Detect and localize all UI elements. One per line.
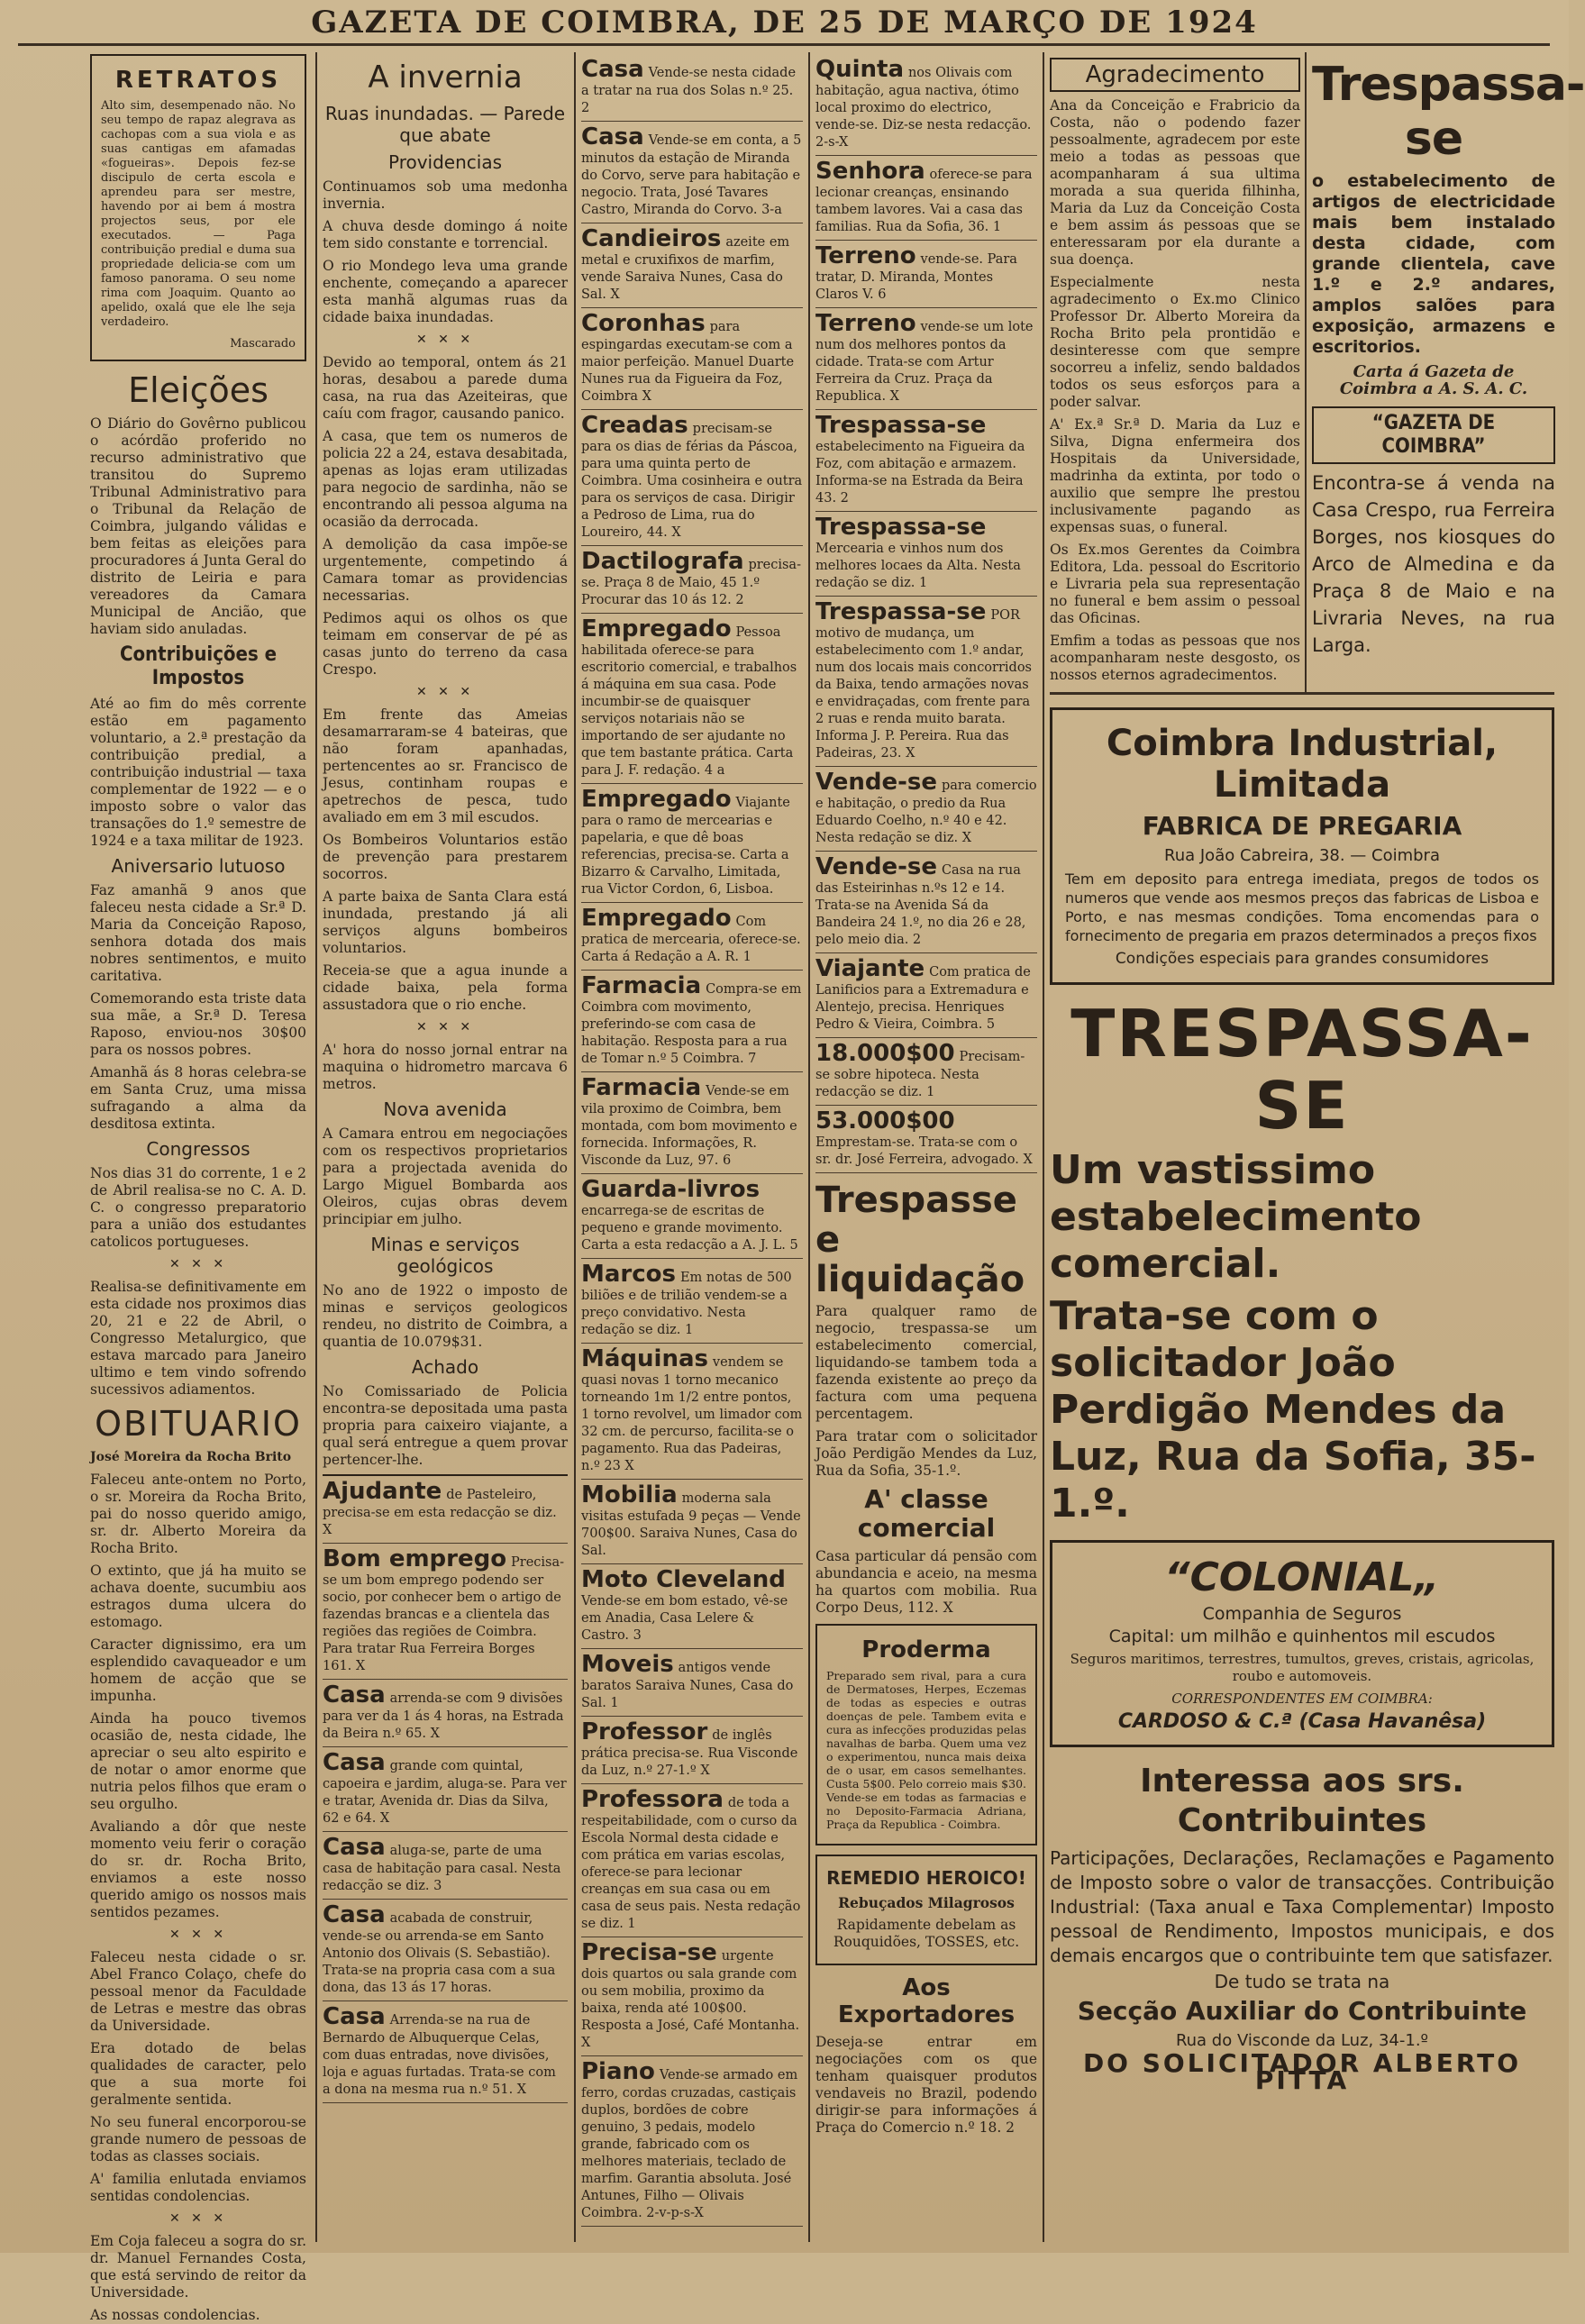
proderma-box [815,1624,1037,1846]
classified-ad: 53.000$00 Emprestam-se. Trata-se com o sr. dr. José Ferreira, advogado. X [815,1106,1037,1173]
classified-ad: Casa Arrenda-se na rua de Bernardo de Albuquerque Celas, com duas entradas, nove divisões, loja e aguas furtadas. Trata-se com a dona na mesma rua n.º 51. X [323,2001,568,2103]
nova-avenida-title: Nova avenida [383,1098,507,1120]
liquidacao-title: Trespasse e liquidação [815,1180,1025,1300]
invernia-text: A' hora do nosso jornal entrar na maquina o hidrometro marcava 6 metros. [323,1042,568,1092]
obituario-text: No seu funeral encorporou-se grande numero de pessoas de todas as classes sociais. [90,2114,306,2165]
interessa-title: Interessa aos srs. Contribuintes [1140,1763,1464,1839]
classified-ad: Ajudante de Pasteleiro, precisa-se em esta redacção se diz. X [323,1476,568,1544]
trespassa-big-text: Um vastissimo estabelecimento comercial. [1050,1147,1422,1287]
providencias-title: Providencias [387,151,503,173]
classified-ad: Casa Vende-se em conta, a 5 minutos da estação de Miranda do Corvo, serve para habitação e negocio. Trata, José Tavares Castro, Miranda do Corvo. 3-a [581,122,803,223]
column-rule [808,52,810,2242]
agradecimento-text: Ana da Conceição e Frabricio da Costa, não o podendo fazer pessoalmente, agradecem por este meio a todas as pessoas que acompanharam á sua ultima morada a sua querida filhinha, Maria da Luz da Conceição Costa e bem assim ás pessoas que se enteressaram por ela durante a sua doença. [1050,97,1300,268]
classified-ad: Empregado Com pratica de mercearia, oferece-se. Carta á Redação a A. R. 1 [581,903,803,971]
coimbra-industrial-ad [1050,707,1554,985]
agradecimento-text: A' Ex.ª Sr.ª D. Maria da Luz e Silva, Digna enfermeira dos Hospitais da Universidade, madrinha da extinta, por todo o auxilio que sempre lhe prestou inclusivamente pagando as expensas suas, o funeral. [1050,416,1300,535]
separator: ✕ ✕ ✕ [415,685,475,699]
aniversario-text: Faz amanhã 9 anos que faleceu nesta cidade a Sr.ª D. Maria da Conceição Raposo, senhora dotada dos mais nobres sentimentos, e muito caritativa. [90,882,306,984]
classified-ad: Moveis antigos vende baratos Saraiva Nunes, Casa do Sal. 1 [581,1649,803,1717]
classified-ad: Mobilia moderna sala visitas estufada 9 peças — Vende 700$00. Saraiva Nunes, Casa do Sal. [581,1480,803,1564]
invernia-text: Em frente das Ameias desamarraram-se 4 bateiras, que não foram apanhadas, pertencentes ao sr. Francisco de Jesus, continham roupas e apetrechos de pesca, tudo avaliado em em 3 mil escudos. [323,706,568,825]
separator: ✕ ✕ ✕ [169,1257,228,1271]
classified-ad: Casa Vende-se nesta cidade a tratar na rua dos Solas n.º 25. 2 [581,54,803,122]
congressos-text: Realisa-se definitivamente em esta cidade nos proximos dias 20, 21 e 22 de Abril, o Congresso Metalurgico, que estava marcado para Janeiro ultimo e tem vindo sofrendo sucessivos adiamentos. [90,1279,306,1398]
gazeta-text: Encontra-se á venda na Casa Crespo, rua Ferreira Borges, nos kiosques do Arco de Almedina e da Praça 8 de Maio e na Livraria Neves, na rua Larga. [1312,472,1555,656]
classified-ad: Bom emprego Precisa-se um bom emprego podendo ser socio, por conhecer bem o artigo de fazendas brancas e a clientela das regiões das regiões de Coimbra. Para tratar Rua Ferreira Borges 161. X [323,1544,568,1680]
invernia-text: Receia-se que a agua inunde a cidade baixa, pela forma assustadora que o rio enche. [323,962,568,1013]
colonial-subtitle: Companhia de Seguros [1202,1604,1402,1624]
classified-ad: Farmacia Vende-se em vila proximo de Coimbra, bem montada, com bom movimento e fornecida. Informações, R. Visconde da Luz, 97. 6 [581,1072,803,1174]
trespassa-electricidade-contact: Carta á Gazeta de Coimbra a A. S. A. C. [1339,362,1528,398]
coimbra-industrial-subtitle: FABRICA DE PREGARIA [1142,811,1462,841]
classified-ad: Piano Vende-se armado em ferro, cordas cruzadas, castiçais duplos, bordões de cobre genuino, 3 pedais, modelo grande, fabricado com os melhores materiais, teclado de marfim. Garantia absoluta. José Antunes, Filho — Olivais Coimbra. 2-v-p-s-X [581,2056,803,2227]
invernia-title: A invernia [368,59,523,96]
column-rule [574,52,576,2242]
achado-title: Achado [411,1356,479,1378]
obituario-text: Era dotado de belas qualidades de caracter, pelo que a sua morte foi geralmente sentida. [90,2040,306,2108]
classified-ad: Marcos Em notas de 500 biliões e de trilião vendem-se a preço convidativo. Nesta redação se diz. 1 [581,1259,803,1344]
right-ads-block [1050,698,1554,2239]
achado-text: No Comissariado de Policia encontra-se depositada uma pasta propria para caixeiro viajante, a qual será entregue a quem provar pertencer-lhe. [323,1383,568,1468]
aniversario-text: Amanhã ás 8 horas celebra-se em Santa Cruz, uma missa sufragando a alma da desditosa extinta. [90,1064,306,1132]
aniversario-text: Comemorando esta triste data sua mãe, a Sr.ª D. Teresa Raposo, enviou-nos 30$00 para os nossos pobres. [90,990,306,1058]
classified-ad: Dactilografa precisa-se. Praça 8 de Maio, 45 1.º Procurar das 10 ás 12. 2 [581,546,803,614]
congressos-title: Congressos [146,1138,251,1160]
agradecimento-title: Agradecimento [1050,58,1300,92]
retratos-box [90,54,306,361]
column-5 [1050,54,1300,703]
interessa-text: Participações, Declarações, Reclamações e Pagamento de Imposto sobre o valor de transacções. Contribuição Industrial: (Taxa anual e Taxa Complementar) Imposto pessoal de Rendimento, Impostos municipais, e dos demais encargos que o contribuinte tem que satisfazer. [1050,1847,1554,1966]
invernia-text: O rio Mondego leva uma grande enchente, começando a aparecer esta manhã algumas ruas da cidade baixa inundadas. [323,258,568,325]
classified-ad: Trespassa-se POR motivo de mudança, um estabelecimento com 1.º andar, num dos locais mais concorridos da Baixa, tendo armações novas e envidraçadas, com frente para 2 ruas e renda muito barata. Informa J. P. Pereira. Rua das Padeiras, 23. X [815,597,1037,767]
column-rule [1043,52,1044,2242]
classified-ad: Trespassa-se estabelecimento na Figueira da Foz, com abitação e armazem. Informa-se na Estrada da Beira 43. 2 [815,410,1037,512]
classified-ad: Professora de toda a respeitabilidade, com o curso da Escola Normal desta cidade e com prática em varias escolas, oferece-se para lecionar creanças em sua casa ou em casa de seus pais. Nesta redação se diz. 1 [581,1784,803,1937]
proderma-text: Preparado sem rival, para a cura de Dermatoses, Herpes, Eczemas de todas as especies e outras doenças de pele. Tambem evita e cura as infecções produzidas pelas navalhas de barba. Quem uma vez o experimentou, nunca mais deixa de o usar, em casos semelhantes. Custa 5$00. Pelo correio mais $30. Vende-se em todas as farmacias e no Deposito-Farmacia Adriana, Praça da Republica - Coimbra. [826,1669,1026,1831]
classified-ad: Viajante Com pratica de Lanificios para a Extremadura e Alentejo, precisa. Henriques Pedro & Vieira, Coimbra. 5 [815,953,1037,1038]
classified-ad: 18.000$00 Precisam-se sobre hipoteca. Nesta redacção se diz. 1 [815,1038,1037,1106]
invernia-subtitle: Ruas inundadas. — Parede que abate [324,103,566,146]
aniversario-title: Aniversario lutuoso [111,855,286,877]
invernia-text: A chuva desde domingo á noite tem sido constante e torrencial. [323,218,568,251]
classe-comercial-title: A' classe comercial [857,1484,996,1543]
obituario-text: Faleceu nesta cidade o sr. Abel Franco Colaço, chefe do pessoal menor da Faculdade de Letras e mestre das obras da Universidade. [90,1949,306,2034]
remedio-subtitle: Rebuçados Milagrosos [838,1894,1015,1911]
classified-ad: Casa arrenda-se com 9 divisões para ver da 1 ás 4 horas, na Estrada da Beira n.º 65. X [323,1680,568,1747]
invernia-text: A demolição da casa impõe-se urgentemente, competindo á Camara tomar as providencias necessarias. [323,536,568,604]
trespassa-electricidade-title: Trespassa-se [1312,58,1585,166]
separator: ✕ ✕ ✕ [169,1928,228,1942]
classified-ad: Máquinas vendem se quasi novas 1 torno mecanico torneando 1m 1/2 entre pontos, 1 torno revolvel, um limador com 32 cm. de percurso, facilita-se o pagamento. Rua das Padeiras, n.º 23 X [581,1344,803,1480]
classe-comercial-text: Casa particular dá pensão com abundancia e aceio, na mesma ha quartos com mobilia. Rua Corpo Deus, 112. X [815,1548,1037,1616]
interessa-footer: DO SOLICITADOR ALBERTO PITTA [1082,2048,1522,2095]
classified-ad: Empregado Viajante para o ramo de mercearias e papelaria, e que dê boas referencias, precisa-se. Carta a Bizarro & Carvalho, Limitada, rua Victor Cordon, 6, Lisboa. [581,784,803,903]
retratos-signature: Mascarado [230,337,296,351]
column-1 [90,54,306,2323]
classified-ad: Farmacia Compra-se em Coimbra com movimento, preferindo-se com casa de habitação. Resposta para a rua de Tomar n.º 5 Coimbra. 7 [581,971,803,1072]
column-2 [323,54,568,2244]
exportadores-title: Aos Exportadores [837,1974,1016,2028]
classified-ad: Vende-se Casa na rua das Esteirinhas n.ºs 12 e 14. Trata-se na Avenida Sá da Bandeira 24 1.º, no dia 26 e 28, pelo meio dia. 2 [815,852,1037,953]
agradecimento-text: Emfim a todas as pessoas que nos acompanharam neste desgosto, os nossos eternos agradecimentos. [1050,633,1300,683]
coimbra-industrial-footer: Condições especiais para grandes consumidores [1115,950,1489,968]
interessa-seccao: Secção Auxiliar do Contribuinte [1077,1996,1527,2026]
classified-ad: Casa grande com quintal, capoeira e jardim, aluga-se. Para ver e tratar, Avenida dr. Dias da Silva, 62 e 64. X [323,1747,568,1832]
minas-text: No ano de 1922 o imposto de minas e serviços geologicos rendeu, no distrito de Coimbra, a quantia de 10.079$31. [323,1282,568,1350]
separator: ✕ ✕ ✕ [415,333,475,347]
agradecimento-text: Especialmente nesta agradecimento o Ex.mo Clinico Professor Dr. Alberto Moreira da Rocha Brito pela prontidão e desinteresse com que sempre socorreu a infeliz, sendo baldados todos os seus esforços para a poder salvar. [1050,274,1300,410]
obituario-text: O extinto, que já ha muito se achava doente, sucumbiu aos estragos duma ulcera do estomago. [90,1563,306,1630]
classified-ad: Senhora oferece-se para lecionar creanças, ensinando tambem lavores. Vai a casa das familias. Rua da Sofia, 36. 1 [815,156,1037,241]
obituario-text: Caracter dignissimo, era um esplendido cavaqueador e um homem de acção que se impunha. [90,1636,306,1704]
classified-ad: Terreno vende-se um lote num dos melhores pontos da cidade. Trata-se com Artur Ferreira da Cruz. Praça da Republica. X [815,308,1037,410]
classified-ad: Empregado Pessoa habilitada oferece-se para escritorio comercial, e trabalhos á máquina em sua casa. Pode incumbir-se de quaisquer serviços notariais não se importando de ser ajudante no que tem bastante prática. Carta para J. F. redação. 4 a [581,614,803,784]
column-3 [581,54,803,2244]
eleicoes-title: Eleições [128,370,269,410]
section-rule [1050,692,1554,695]
trespassa-big-title: TRESPASSA-SE [1070,996,1534,1144]
colonial-capital: Capital: um milhão e quinhentos mil escudos [1108,1627,1496,1646]
obituario-text: Avaliando a dôr que neste momento veiu ferir o coração do sr. dr. Rocha Brito, enviamos a este nosso querido amigo os nossos mais sentidos pezames. [90,1818,306,1920]
invernia-text: Continuamos sob uma medonha invernia. [323,178,568,212]
coimbra-industrial-address: Rua João Cabreira, 38. — Coimbra [1164,846,1440,865]
nova-avenida-text: A Camara entrou em negociações com os respectivos proprietarios para a projectada avenida do Largo Miguel Bombarda aos Oleiros, cujas obras devem principiar em julho. [323,1126,568,1227]
contrib-title: Contribuições e Impostos [119,643,278,689]
colonial-ad [1050,1540,1554,1747]
classified-ad: Moto Cleveland Vende-se em bom estado, vê-se em Anadia, Casa Lelere & Castro. 3 [581,1564,803,1649]
coimbra-industrial-title: Coimbra Industrial, Limitada [1106,723,1498,806]
contrib-text: Até ao fim do mês corrente estão em pagamento voluntario, a 2.ª prestação da contribuição predial, a contribuição industrial — taxa complementar de 1922 — e o imposto sobre o valor das transações do 1.º semestre de 1924 e a taxa militar de 1923. [90,696,306,849]
separator: ✕ ✕ ✕ [169,2211,228,2226]
obituario-title: OBITUARIO [95,1404,302,1444]
classified-ad: Candieiros azeite em metal e cruxifixos de marfim, vende Saraiva Nunes, Casa do Sal. X [581,223,803,308]
colonial-title: “COLONIAL„ [1164,1554,1440,1600]
invernia-text: A casa, que tem os numeros de policia 22 a 24, estava desabitada, apenas as lojas eram utilizadas para negocio de sardinha, não se encontrando ali pessoa alguma na ocasião da derrocada. [323,428,568,530]
obituario-text: Faleceu ante-ontem no Porto, o sr. Moreira da Rocha Brito, pai do nosso querido amigo, sr. dr. Alberto Moreira da Rocha Brito. [90,1472,306,1556]
column-6 [1312,54,1585,694]
obituario-text: Em Coja faleceu a sogra do sr. dr. Manuel Fernandes Costa, que está servindo de reitor da Universidade. [90,2233,306,2301]
classified-ad: Casa aluga-se, parte de uma casa de habitação para casal. Nesta redacção se diz. 3 [323,1832,568,1900]
column-4 [815,54,1037,2244]
classified-ad: Vende-se para comercio e habitação, o predio da Rua Eduardo Coelho, n.º 40 e 42. Nesta redação se diz. X [815,767,1037,852]
agradecimento-text: Os Ex.mos Gerentes da Coimbra Editora, Lda. pessoal do Escritorio e Livraria pela sua representação no funeral e bem assim o pessoal das Oficinas. [1050,542,1300,626]
classified-ad: Guarda-livros encarrega-se de escritas de pequeno e grande movimento. Carta a esta redacção a A. J. L. 5 [581,1174,803,1259]
congressos-text: Nos dias 31 do corrente, 1 e 2 de Abril realisa-se no C. A. D. C. o congresso preparatorio para a união dos estudantes catolicos portugueses. [90,1165,306,1250]
eleicoes-text: O Diário do Govêrno publicou o acórdão proferido no recurso administrativo que transitou do Supremo Tribunal Administrativo para o Tribunal da Relação de Coimbra, julgando válidas e bem feitas as eleições para procuradores á Junta Geral do distrito de Leiria e para vereadores da Camara Municipal de Ancião, que haviam sido anuladas. [90,415,306,637]
retratos-text: Alto sim, desempenado não. No seu tempo de rapaz alegrava as cachopas com a sua viola e as suas cantigas em afamadas «fogueiras». Depois fez-se discipulo de certa escola e aprendeu para ser mestre, havendo por ai bem á mostra projectos seus, por ele executados. — Paga contribuição predial e duma sua propriedade delicia-se com um famoso panorama. O seu nome rima com Joaquim. Quanto ao apelido, oxalá que ele lhe seja verdadeiro. [101,99,296,329]
obituario-text: A' familia enlutada enviamos sentidas condolencias. [90,2171,306,2204]
masthead-rule [18,43,1550,46]
classified-ad: Terreno vende-se. Para tratar, D. Miranda, Montes Claros V. 6 [815,241,1037,308]
colonial-text: Seguros maritimos, terrestres, tumultos, greves, cristais, agricolas, roubo e automoveis. [1070,1651,1535,1684]
invernia-text: Pedimos aqui os olhos os que teimam em conservar de pé as casas junto do terreno da casa Crespo. [323,610,568,678]
classified-ad: Professor de inglês prática precisa-se. Rua Visconde da Luz, n.º 27-1.º X [581,1717,803,1784]
retratos-title: RETRATOS [114,67,282,94]
classified-ad: Trespassa-se Mercearia e vinhos num dos melhores locaes da Alta. Nesta redação se diz. 1 [815,512,1037,597]
interessa-address: Rua do Visconde da Luz, 34-1.º [1175,2031,1429,2050]
column-rule [315,52,317,2242]
liquidacao-text: Para qualquer ramo de negocio, trespassa-se um estabelecimento comercial, liquidando-se tambem toda a fazenda existente ao preço da factura com uma pequena percentagem. [815,1303,1037,1422]
classified-ad: Casa acabada de construir, vende-se ou arrenda-se em Santo Antonio dos Olivais (S. Sebastião). Trata-se na propria casa com a sua dona, das 13 ás 17 horas. [323,1900,568,2001]
classified-ad: Quinta nos Olivais com habitação, agua nactiva, ótimo local proximo do electrico, vende-se. Diz-se nesta redacção. 2-s-X [815,54,1037,156]
trespassa-electricidade-text: o estabelecimento de artigos de electricidade mais bem instalado desta cidade, com grande clientela, cave 1.º e 2.º andares, amplos salões para exposição, armazens e escritorios. [1312,171,1555,357]
classified-ad: Creadas precisam-se para os dias de férias da Páscoa, para uma quinta perto de Coimbra. Uma cosinheira e outra para os serviços de casa. Dirigir a Pedroso de Lima, rua do Loureiro, 44. X [581,410,803,546]
coimbra-industrial-text: Tem em deposito para entrega imediata, pregos de todos os numeros que vende aos mesmos preços das fabricas de Lisboa e Porto, e nas mesmas condições. Toma encomendas para o fornecimento de pregaria em prazos determinados a preços fixos [1065,870,1539,944]
proderma-title: Proderma [861,1636,991,1663]
column-rule [1305,52,1307,692]
invernia-text: Os Bombeiros Voluntarios estão de prevenção para prestarem socorros. [323,832,568,882]
invernia-text: A parte baixa de Santa Clara está inundada, prestando já ali serviços alguns bombeiros voluntarios. [323,889,568,956]
invernia-text: Devido ao temporal, ontem ás 21 horas, desabou a parede duma casa, na rua das Azeiteiras, que caíu com fragor, causando panico. [323,354,568,422]
separator: ✕ ✕ ✕ [415,1020,475,1034]
colonial-correspondentes: CORRESPONDENTES EM COIMBRA: [1171,1691,1433,1707]
classified-ad: Coronhas para espingardas executam-se com a maior perfeição. Manuel Duarte Nunes rua da Figueira da Foz, Coimbra X [581,308,803,410]
colonial-agent: CARDOSO & C.ª (Casa Havanêsa) [1117,1710,1487,1733]
trespassa-big-contact: Trata-se com o solicitador João Perdigão Mendes da Luz, Rua da Sofia, 35-1.º. [1050,1293,1536,1527]
minas-title: Minas e serviços geológicos [370,1234,520,1277]
remedio-box [815,1855,1037,1965]
interessa-text2: De tudo se trata na [1214,1971,1390,1992]
obituario-subtitle: José Moreira da Rocha Brito [90,1450,292,1464]
classified-ad: Precisa-se urgente dois quartos ou sala grande com ou sem mobilia, proximo da baixa, renda até 100$00. Resposta a José, Café Montanha. X [581,1937,803,2056]
obituario-text: Ainda ha pouco tivemos ocasião de, nesta cidade, lhe apreciar o seu alto espirito e de notar o amor enorme que nutria pelos filhos que eram o seu orgulho. [90,1710,306,1812]
remedio-text: Rapidamente debelam as Rouquidões, TOSSES, etc. [833,1917,1020,1950]
gazeta-title: “GAZETA DE COIMBRA” [1312,406,1555,464]
exportadores-text: Deseja-se entrar em negociações com os que tenham quaisquer produtos vendaveis no Brazil, podendo dirigir-se para informações á Praça do Comercio n.º 18. 2 [815,2034,1037,2136]
remedio-title: REMEDIO HEROICO! [826,1867,1026,1889]
obituario-text: As nossas condolencias. [90,2307,260,2323]
masthead: GAZETA DE COIMBRA, DE 25 DE MARÇO DE 1924 [311,5,1258,41]
liquidacao-text: Para tratar com o solicitador João Perdigão Mendes da Luz, Rua da Sofia, 35-1.º. [815,1428,1037,1479]
